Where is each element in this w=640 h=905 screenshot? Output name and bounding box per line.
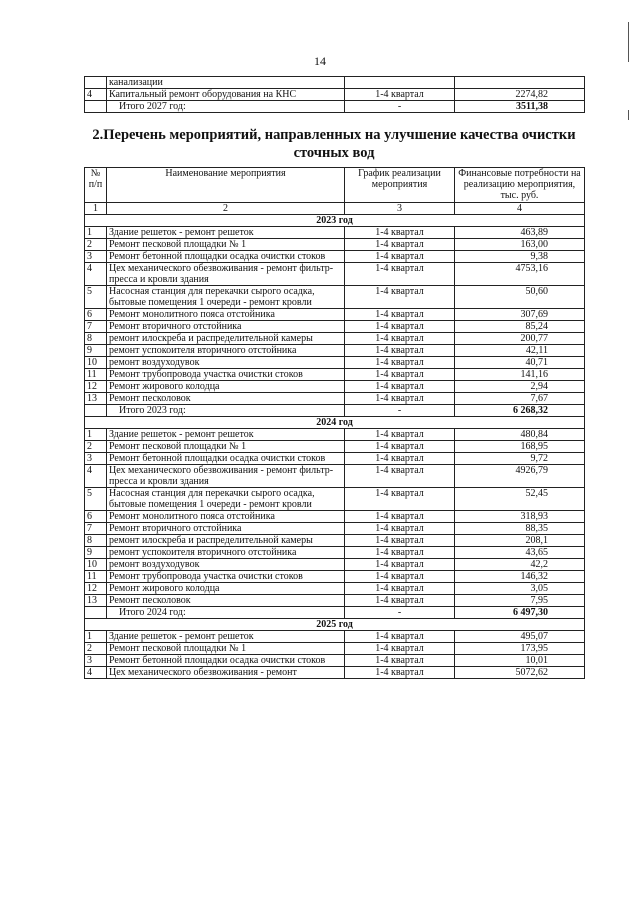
row-number: 8 bbox=[85, 333, 107, 345]
year-row bbox=[85, 215, 585, 227]
table-row bbox=[85, 381, 585, 393]
schedule: 1-4 квартал bbox=[345, 89, 455, 101]
row-number: 7 bbox=[85, 523, 107, 535]
row-number: 8 bbox=[85, 535, 107, 547]
cost: 4753,16 bbox=[455, 263, 585, 286]
cost: 200,77 bbox=[455, 333, 585, 345]
table-row bbox=[85, 465, 585, 488]
row-number: 2 bbox=[85, 239, 107, 251]
schedule: 1-4 квартал bbox=[345, 263, 455, 286]
year-label: 2023 год bbox=[85, 215, 585, 227]
col-number-4: 4 bbox=[455, 203, 585, 215]
cost: 5072,62 bbox=[455, 667, 585, 679]
margin-mark bbox=[628, 22, 629, 62]
table-row bbox=[85, 77, 585, 89]
header-row bbox=[85, 168, 585, 203]
measure-name: Ремонт песковой площадки № 1 bbox=[107, 441, 345, 453]
measure-name: канализации bbox=[107, 77, 345, 89]
measure-name: ремонт воздуходувок bbox=[107, 357, 345, 369]
cost: 163,00 bbox=[455, 239, 585, 251]
measure-name: Ремонт песколовок bbox=[107, 595, 345, 607]
schedule: 1-4 квартал bbox=[345, 571, 455, 583]
row-number: 4 bbox=[85, 667, 107, 679]
measure-name: ремонт илоскреба и распределительной камеры bbox=[107, 535, 345, 547]
schedule: 1-4 квартал bbox=[345, 453, 455, 465]
row-number: 1 bbox=[85, 429, 107, 441]
row-number: 13 bbox=[85, 393, 107, 405]
cost: 146,32 bbox=[455, 571, 585, 583]
total-row bbox=[85, 101, 585, 113]
table-row bbox=[85, 321, 585, 333]
schedule: 1-4 квартал bbox=[345, 631, 455, 643]
schedule: 1-4 квартал bbox=[345, 523, 455, 535]
measure-name: Ремонт трубопровода участка очистки стоков bbox=[107, 369, 345, 381]
cost: 9,72 bbox=[455, 453, 585, 465]
cost: 40,71 bbox=[455, 357, 585, 369]
schedule: 1-4 квартал bbox=[345, 441, 455, 453]
total-label: Итого 2023 год: bbox=[107, 405, 345, 417]
measure-name: ремонт успокоителя вторичного отстойника bbox=[107, 345, 345, 357]
measure-name: Здание решеток - ремонт решеток bbox=[107, 227, 345, 239]
table-row bbox=[85, 309, 585, 321]
cost: 10,01 bbox=[455, 655, 585, 667]
table-row bbox=[85, 441, 585, 453]
table-row bbox=[85, 655, 585, 667]
total-schedule: - bbox=[345, 607, 455, 619]
schedule: 1-4 квартал bbox=[345, 227, 455, 239]
table-row bbox=[85, 251, 585, 263]
row-number: 10 bbox=[85, 559, 107, 571]
measure-name: Цех механического обезвоживания - ремонт фильтр-пресса и кровли здания bbox=[107, 263, 345, 286]
cost: 4926,79 bbox=[455, 465, 585, 488]
cost: 7,67 bbox=[455, 393, 585, 405]
col-number-1: 1 bbox=[85, 203, 107, 215]
cost: 88,35 bbox=[455, 523, 585, 535]
row-number: 2 bbox=[85, 441, 107, 453]
table-row bbox=[85, 535, 585, 547]
empty-cell bbox=[85, 607, 107, 619]
cost bbox=[455, 77, 585, 89]
cost: 9,38 bbox=[455, 251, 585, 263]
cost: 2,94 bbox=[455, 381, 585, 393]
cost: 85,24 bbox=[455, 321, 585, 333]
schedule: 1-4 квартал bbox=[345, 251, 455, 263]
table-row bbox=[85, 547, 585, 559]
table-row bbox=[85, 631, 585, 643]
schedule: 1-4 квартал bbox=[345, 381, 455, 393]
table-row bbox=[85, 393, 585, 405]
measure-name: Ремонт вторичного отстойника bbox=[107, 321, 345, 333]
table-row bbox=[85, 357, 585, 369]
table-row bbox=[85, 488, 585, 511]
schedule: 1-4 квартал bbox=[345, 511, 455, 523]
margin-mark bbox=[628, 110, 629, 120]
row-number: 7 bbox=[85, 321, 107, 333]
header-schedule: График реализации мероприятия bbox=[345, 168, 455, 203]
section-title: 2.Перечень мероприятий, направленных на улучшение качества очистки сточных вод bbox=[92, 127, 576, 161]
total-label: Итого 2024 год: bbox=[107, 607, 345, 619]
row-number: 3 bbox=[85, 655, 107, 667]
row-number: 11 bbox=[85, 369, 107, 381]
row-number: 2 bbox=[85, 643, 107, 655]
cost: 52,45 bbox=[455, 488, 585, 511]
schedule: 1-4 квартал bbox=[345, 357, 455, 369]
schedule: 1-4 квартал bbox=[345, 393, 455, 405]
table-row bbox=[85, 239, 585, 251]
total-schedule: - bbox=[345, 405, 455, 417]
cost: 7,95 bbox=[455, 595, 585, 607]
measure-name: Цех механического обезвоживания - ремонт bbox=[107, 667, 345, 679]
row-number bbox=[85, 77, 107, 89]
schedule: 1-4 квартал bbox=[345, 583, 455, 595]
schedule: 1-4 квартал bbox=[345, 559, 455, 571]
cost: 495,07 bbox=[455, 631, 585, 643]
total-cost: 6 497,30 bbox=[455, 607, 585, 619]
schedule: 1-4 квартал bbox=[345, 309, 455, 321]
measure-name: Ремонт жирового колодца bbox=[107, 381, 345, 393]
schedule: 1-4 квартал bbox=[345, 667, 455, 679]
schedule: 1-4 квартал bbox=[345, 321, 455, 333]
row-number: 9 bbox=[85, 345, 107, 357]
measure-name: Ремонт вторичного отстойника bbox=[107, 523, 345, 535]
schedule: 1-4 квартал bbox=[345, 535, 455, 547]
table-row bbox=[85, 667, 585, 679]
row-number: 4 bbox=[85, 89, 107, 101]
schedule: 1-4 квартал bbox=[345, 286, 455, 309]
row-number: 13 bbox=[85, 595, 107, 607]
column-numbers-row bbox=[85, 203, 585, 215]
measure-name: ремонт успокоителя вторичного отстойника bbox=[107, 547, 345, 559]
empty-cell bbox=[85, 405, 107, 417]
measure-name: ремонт воздуходувок bbox=[107, 559, 345, 571]
cost: 42,11 bbox=[455, 345, 585, 357]
total-label: Итого 2027 год: bbox=[107, 101, 345, 113]
year-label: 2024 год bbox=[85, 417, 585, 429]
measure-name: Ремонт бетонной площадки осадка очистки стоков bbox=[107, 251, 345, 263]
table-row bbox=[85, 345, 585, 357]
col-number-3: 3 bbox=[345, 203, 455, 215]
schedule: 1-4 квартал bbox=[345, 655, 455, 667]
measure-name: Ремонт жирового колодца bbox=[107, 583, 345, 595]
measure-name: Ремонт песколовок bbox=[107, 393, 345, 405]
schedule: 1-4 квартал bbox=[345, 429, 455, 441]
schedule: 1-4 квартал bbox=[345, 465, 455, 488]
row-number: 3 bbox=[85, 453, 107, 465]
year-label: 2025 год bbox=[85, 619, 585, 631]
cost: 168,95 bbox=[455, 441, 585, 453]
cost: 3,05 bbox=[455, 583, 585, 595]
header-name: Наименование мероприятия bbox=[107, 168, 345, 203]
measure-name: Ремонт песковой площадки № 1 bbox=[107, 643, 345, 655]
cost: 307,69 bbox=[455, 309, 585, 321]
cost: 141,16 bbox=[455, 369, 585, 381]
measure-name: Здание решеток - ремонт решеток bbox=[107, 429, 345, 441]
measure-name: Насосная станция для перекачки сырого осадка, бытовые помещения 1 очереди - ремонт кровли bbox=[107, 488, 345, 511]
measure-name: Цех механического обезвоживания - ремонт фильтр-пресса и кровли здания bbox=[107, 465, 345, 488]
cost: 173,95 bbox=[455, 643, 585, 655]
table-row bbox=[85, 511, 585, 523]
schedule: 1-4 квартал bbox=[345, 333, 455, 345]
schedule: 1-4 квартал bbox=[345, 345, 455, 357]
cost: 2274,82 bbox=[455, 89, 585, 101]
cost: 208,1 bbox=[455, 535, 585, 547]
row-number: 4 bbox=[85, 465, 107, 488]
measure-name: Ремонт монолитного пояса отстойника bbox=[107, 309, 345, 321]
schedule: 1-4 квартал bbox=[345, 643, 455, 655]
row-number: 3 bbox=[85, 251, 107, 263]
total-schedule: - bbox=[345, 101, 455, 113]
col-number-2: 2 bbox=[107, 203, 345, 215]
table-row bbox=[85, 595, 585, 607]
year-row bbox=[85, 619, 585, 631]
schedule: 1-4 квартал bbox=[345, 239, 455, 251]
table-row bbox=[85, 571, 585, 583]
row-number: 6 bbox=[85, 511, 107, 523]
measure-name: Ремонт бетонной площадки осадка очистки стоков bbox=[107, 655, 345, 667]
measure-name: Капитальный ремонт оборудования на КНС bbox=[107, 89, 345, 101]
schedule: 1-4 квартал bbox=[345, 488, 455, 511]
table-row bbox=[85, 227, 585, 239]
measure-name: Ремонт бетонной площадки осадка очистки стоков bbox=[107, 453, 345, 465]
cost: 50,60 bbox=[455, 286, 585, 309]
schedule: 1-4 квартал bbox=[345, 547, 455, 559]
cost: 480,84 bbox=[455, 429, 585, 441]
measure-name: Ремонт песковой площадки № 1 bbox=[107, 239, 345, 251]
cost: 463,89 bbox=[455, 227, 585, 239]
row-number: 1 bbox=[85, 227, 107, 239]
measure-name: ремонт илоскреба и распределительной камеры bbox=[107, 333, 345, 345]
row-number: 5 bbox=[85, 488, 107, 511]
table-row bbox=[85, 286, 585, 309]
header-num: № п/п bbox=[85, 168, 107, 203]
total-cost: 6 268,32 bbox=[455, 405, 585, 417]
table-row bbox=[85, 263, 585, 286]
cost: 43,65 bbox=[455, 547, 585, 559]
header-cost: Финансовые потребности на реализацию мероприятия, тыс. руб. bbox=[455, 168, 585, 203]
row-number: 9 bbox=[85, 547, 107, 559]
measure-name: Здание решеток - ремонт решеток bbox=[107, 631, 345, 643]
row-number: 4 bbox=[85, 263, 107, 286]
total-cost: 3511,38 bbox=[455, 101, 585, 113]
top-table bbox=[84, 76, 585, 113]
table-row bbox=[85, 583, 585, 595]
row-number: 11 bbox=[85, 571, 107, 583]
total-row bbox=[85, 405, 585, 417]
schedule bbox=[345, 77, 455, 89]
table-row bbox=[85, 559, 585, 571]
row-number: 1 bbox=[85, 631, 107, 643]
measures-table bbox=[84, 167, 585, 679]
table-row bbox=[85, 89, 585, 101]
schedule: 1-4 квартал bbox=[345, 595, 455, 607]
row-number: 12 bbox=[85, 381, 107, 393]
cost: 42,2 bbox=[455, 559, 585, 571]
measure-name: Ремонт трубопровода участка очистки стоков bbox=[107, 571, 345, 583]
schedule: 1-4 квартал bbox=[345, 369, 455, 381]
measure-name: Ремонт монолитного пояса отстойника bbox=[107, 511, 345, 523]
measure-name: Насосная станция для перекачки сырого осадка, бытовые помещения 1 очереди - ремонт кровли bbox=[107, 286, 345, 309]
table-row bbox=[85, 333, 585, 345]
row-number: 10 bbox=[85, 357, 107, 369]
page-number: 14 bbox=[314, 54, 326, 68]
row-number: 5 bbox=[85, 286, 107, 309]
row-number: 6 bbox=[85, 309, 107, 321]
table-row bbox=[85, 369, 585, 381]
total-row bbox=[85, 607, 585, 619]
cost: 318,93 bbox=[455, 511, 585, 523]
table-row bbox=[85, 453, 585, 465]
empty-cell bbox=[85, 101, 107, 113]
table-row bbox=[85, 643, 585, 655]
row-number: 12 bbox=[85, 583, 107, 595]
year-row bbox=[85, 417, 585, 429]
table-row bbox=[85, 523, 585, 535]
table-row bbox=[85, 429, 585, 441]
